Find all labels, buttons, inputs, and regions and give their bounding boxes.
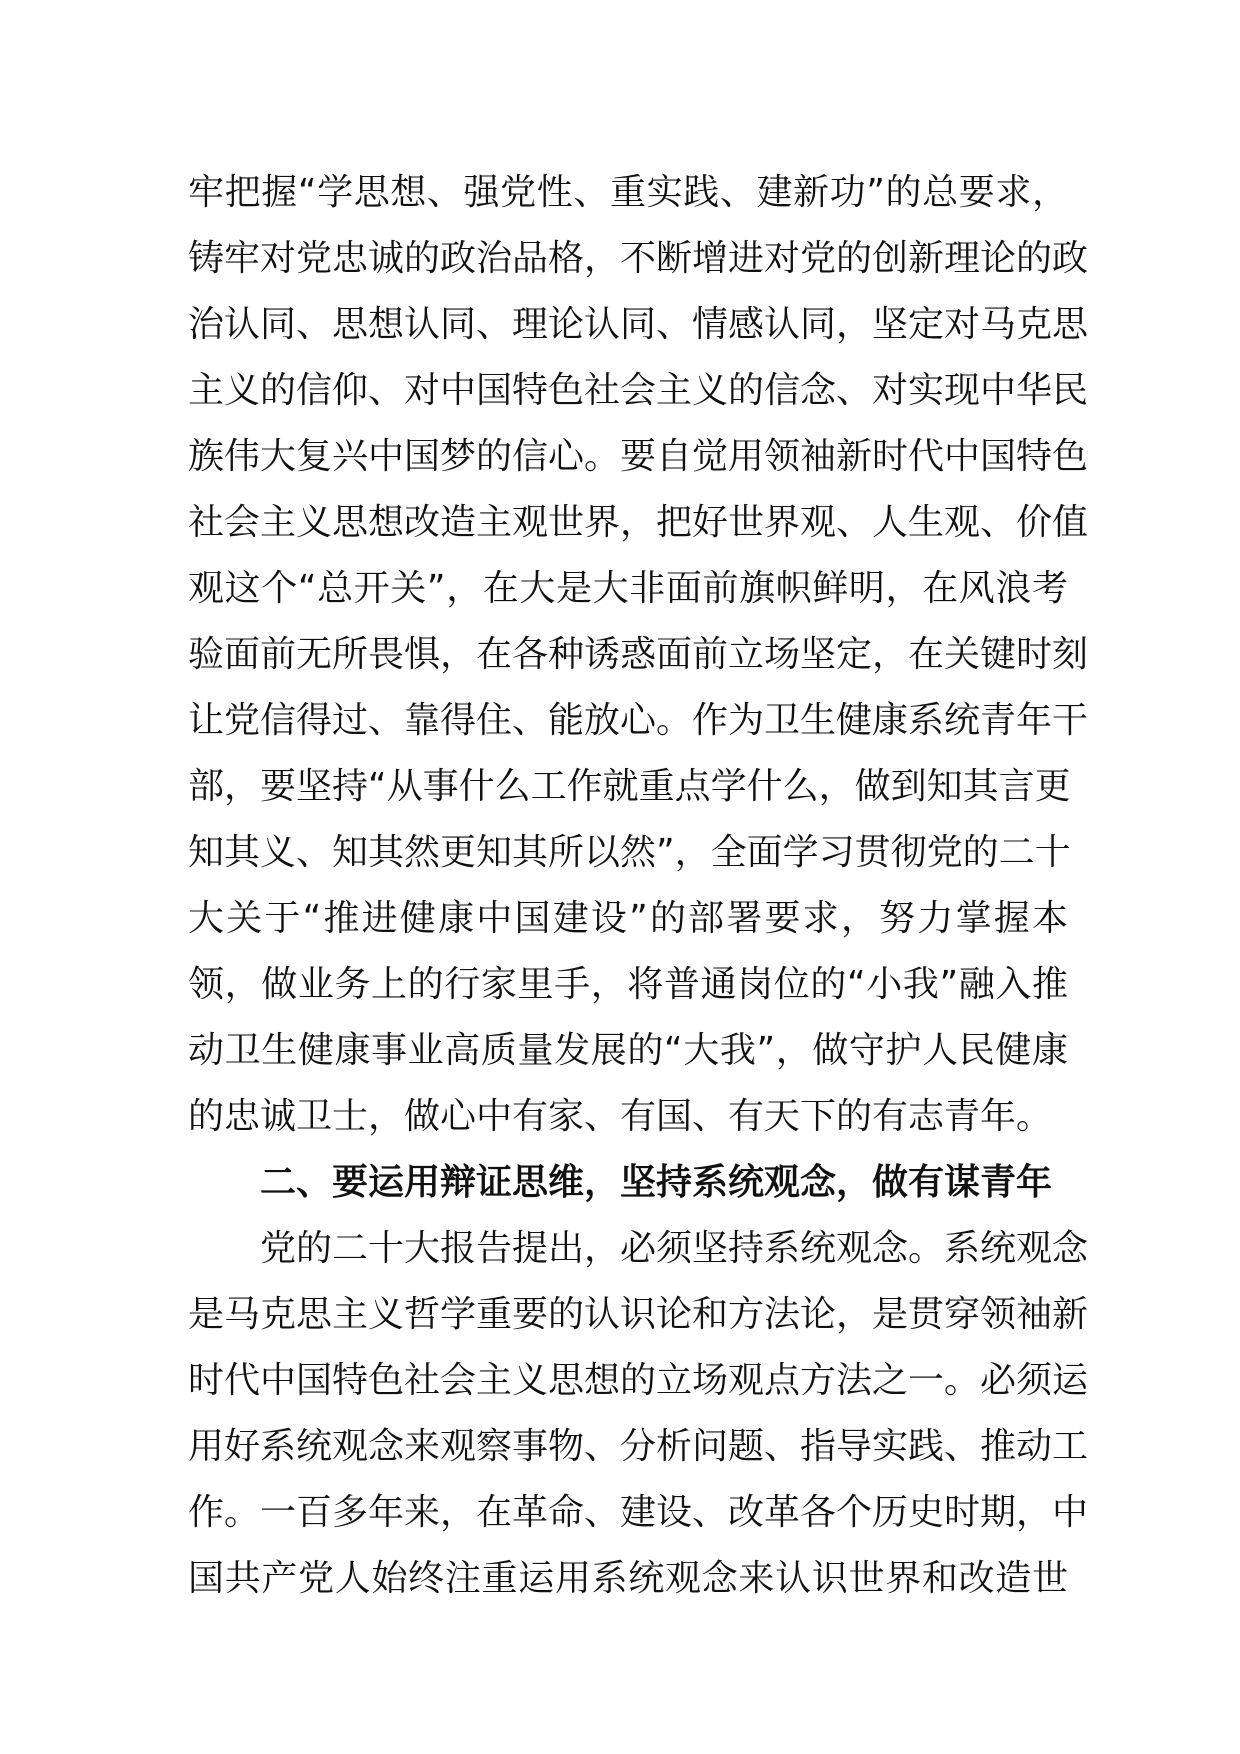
- paragraph-line: 用好系统观念来观察事物、分析问题、指导实践、推动工: [188, 1426, 1089, 1467]
- paragraph-line: 领，做业务上的行家里手，将普通岗位的“小我”融入推: [188, 964, 1068, 1005]
- paragraph-line: 作。一百多年来，在革命、建设、改革各个历史时期，中: [188, 1492, 1089, 1533]
- paragraph-line: 知其义、知其然更知其所以然”，全面学习贯彻党的二十: [188, 832, 1071, 873]
- paragraph-line: 党的二十大报告提出，必须坚持系统观念。系统观念: [260, 1228, 1089, 1269]
- paragraph-line: 时代中国特色社会主义思想的立场观点方法之一。必须运: [188, 1360, 1089, 1401]
- paragraph-line: 社会主义思想改造主观世界，把好世界观、人生观、价值: [188, 502, 1089, 543]
- paragraph-line: 的忠诚卫士，做心中有家、有国、有天下的有志青年。: [188, 1096, 1053, 1137]
- paragraph-line: 族伟大复兴中国梦的信心。要自觉用领袖新时代中国特色: [188, 436, 1089, 477]
- paragraph-line: 是马克思主义哲学重要的认识论和方法论，是贯穿领袖新: [188, 1294, 1089, 1335]
- paragraph-line: 让党信得过、靠得住、能放心。作为卫生健康系统青年干: [188, 700, 1089, 741]
- paragraph-line: 国共产党人始终注重运用系统观念来认识世界和改造世: [188, 1558, 1068, 1599]
- paragraph-line: 验面前无所畏惧，在各种诱惑面前立场坚定，在关键时刻: [188, 634, 1089, 675]
- paragraph-line: 治认同、思想认同、理论认同、情感认同，坚定对马克思: [188, 304, 1089, 345]
- paragraph-line: 主义的信仰、对中国特色社会主义的信念、对实现中华民: [188, 370, 1089, 411]
- paragraph-line: 牢把握“学思想、强党性、重实践、建新功”的总要求，: [188, 172, 1068, 213]
- paragraph-line: 观这个“总开关”，在大是大非面前旗帜鲜明，在风浪考: [188, 568, 1068, 609]
- document-body: [188, 160, 1089, 1612]
- paragraph-line: 铸牢对党忠诚的政治品格，不断增进对党的创新理论的政: [188, 238, 1089, 279]
- section-heading: 二、要运用辩证思维，坚持系统观念，做有谋青年: [260, 1162, 1053, 1203]
- paragraph-line: 部，要坚持“从事什么工作就重点学什么，做到知其言更: [188, 766, 1071, 807]
- paragraph-line: 大关于“推进健康中国建设”的部署要求，努力掌握本: [188, 898, 1068, 939]
- paragraph-line: 动卫生健康事业高质量发展的“大我”，做守护人民健康: [188, 1030, 1068, 1071]
